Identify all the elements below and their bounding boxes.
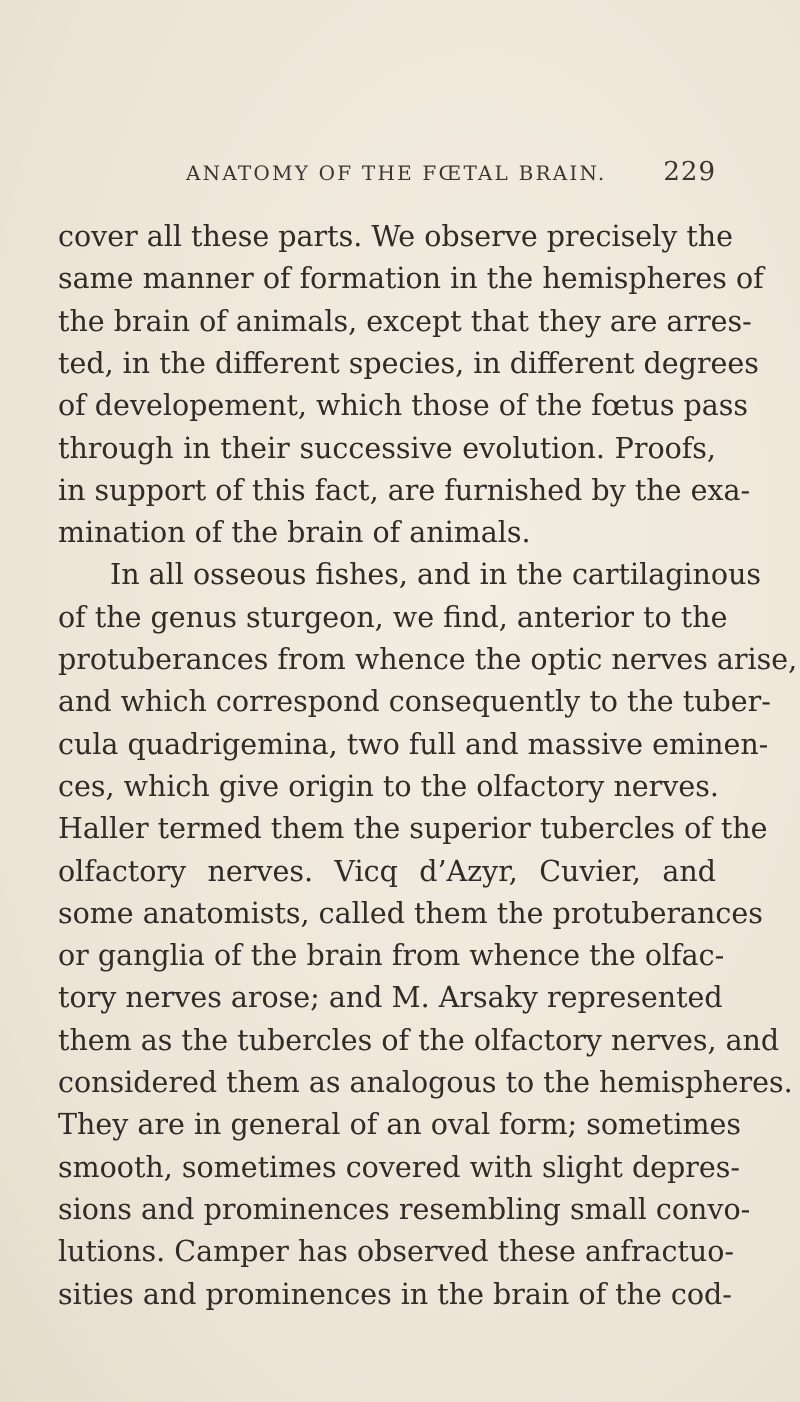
text-line: some anatomists, called them the protuberances <box>58 896 763 930</box>
text-line: of the genus sturgeon, we find, anterior to the <box>58 600 728 634</box>
text-line: lutions. Camper has observed these anfractuo- <box>58 1235 735 1269</box>
text-line: cula quadrigemina, two full and massive eminen- <box>58 727 769 761</box>
text-line: smooth, sometimes covered with slight depres- <box>58 1150 741 1184</box>
text-line: ted, in the different species, in different degrees <box>58 346 759 380</box>
text-line: tory nerves arose; and M. Arsaky represented <box>58 981 723 1015</box>
text-line: and which correspond consequently to the tuber- <box>58 685 771 719</box>
text-line: in support of this fact, are furnished by the exa- <box>58 473 751 507</box>
page-number: 229 <box>663 157 716 187</box>
text-line: protuberances from whence the optic nerves arise, <box>58 643 798 676</box>
text-line: They are in general of an oval form; sometimes <box>58 1108 741 1142</box>
text-line: of developement, which those of the fœtus pass <box>58 389 749 423</box>
text-line: same manner of formation in the hemispheres of <box>58 262 764 296</box>
text-line: them as the tubercles of the olfactory nerves, and <box>58 1023 780 1057</box>
text-line: considered them as analogous to the hemispheres. <box>58 1066 793 1099</box>
text-line: olfactory nerves. Vicq d’Azyr, Cuvier, and <box>58 854 716 888</box>
running-head <box>186 157 716 201</box>
text-line: through in their successive evolution. Proofs, <box>58 431 716 465</box>
text-line: Haller termed them the superior tubercles of the <box>58 812 768 846</box>
text-line: sities and prominences in the brain of the cod- <box>58 1277 732 1311</box>
text-line: cover all these parts. We observe precisely the <box>58 220 734 253</box>
text-line: In all osseous fishes, and in the cartilaginous <box>110 558 762 592</box>
text-line: or ganglia of the brain from whence the olfac- <box>58 939 725 973</box>
running-head-title: ANATOMY OF THE FŒTAL BRAIN. <box>186 161 607 185</box>
text-line: the brain of animals, except that they are arres- <box>58 304 752 338</box>
text-line: sions and prominences resembling small convo- <box>58 1192 751 1226</box>
text-line: ces, which give origin to the olfactory nerves. <box>58 769 719 803</box>
text-line: mination of the brain of animals. <box>58 516 531 550</box>
